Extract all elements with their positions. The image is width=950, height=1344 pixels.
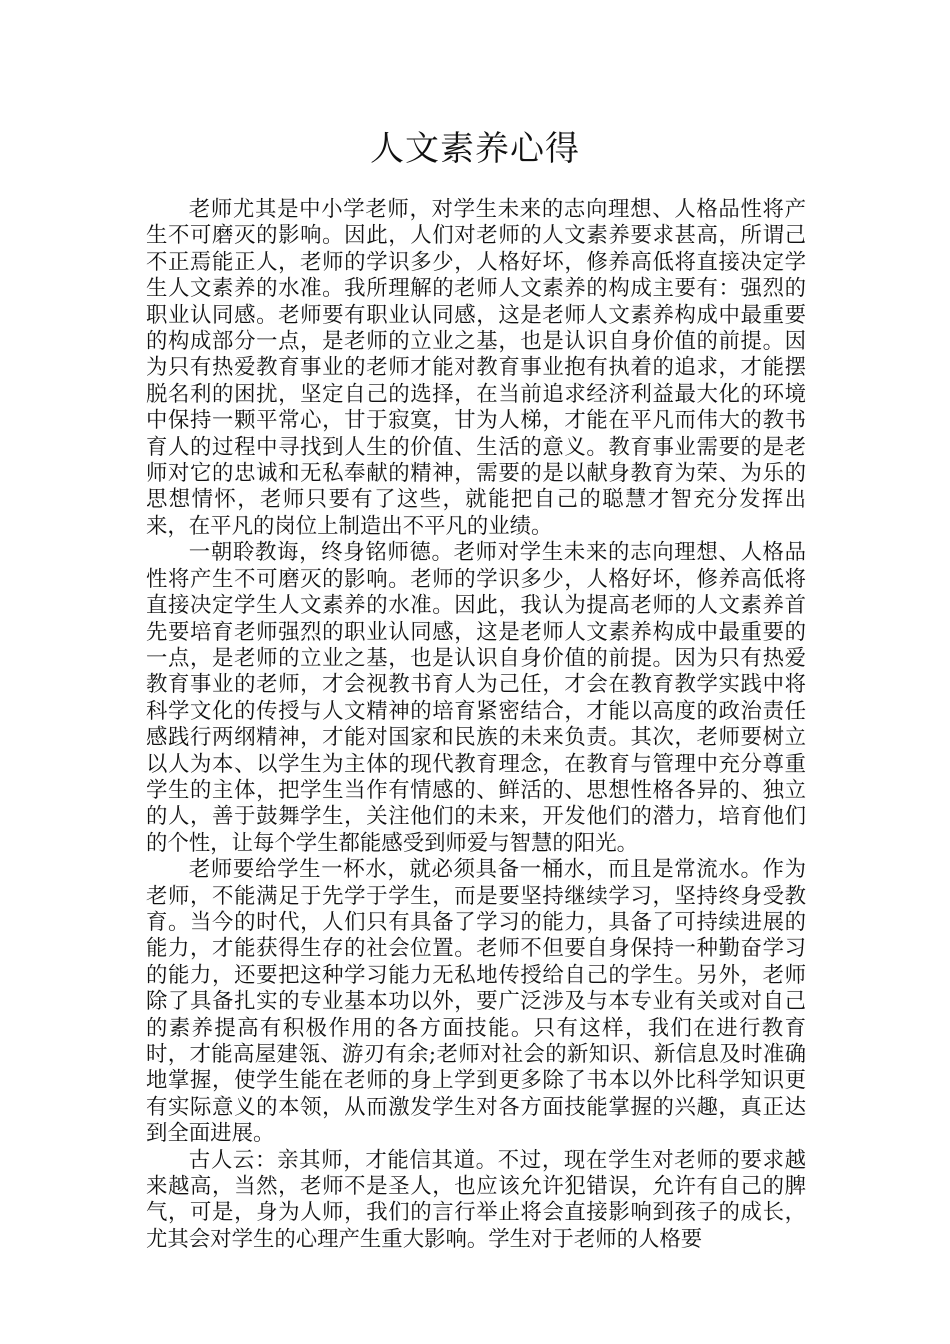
paragraph: 一朝聆教诲，终身铭师德。老师对学生未来的志向理想、人格品性将产生不可磨灭的影响。老师的学识多少，人格好坏，修养高低将直接决定学生人文素养的水准。因此，我认为提高老师的人文素养首先要培育老师强烈的职业认同感，这是老师人文素养构成中最重要的一点，是老师的立业之基，也是认识自身价值的前提。因为只有热爱教育事业的老师，才会视教书育人为己任，才会在教育教学实践中将科学文化的传授与人文精神的培育紧密结合，才能以高度的政治责任感践行两纲精神，才能对国家和民族的未来负责。其次，老师要树立以人为本、以学生为主体的现代教育理念，在教育与管理中充分尊重学生的主体，把学生当作有情感的、鲜活的、思想性格各异的、独立的人，善于鼓舞学生，关注他们的未来，开发他们的潜力，培育他们的个性，让每个学生都能感受到师爱与智慧的阳光。 — [146, 540, 806, 856]
paragraph: 古人云：亲其师，才能信其道。不过，现在学生对老师的要求越来越高，当然，老师不是圣人，也应该允许犯错误，允许有自己的脾气，可是，身为人师，我们的言行举止将会直接影响到孩子的成长，尤其会对学生的心理产生重大影响。学生对于老师的人格要 — [146, 1147, 806, 1252]
document-body — [146, 197, 806, 1253]
document-title: 人文素养心得 — [370, 129, 580, 169]
paragraph: 老师尤其是中小学老师，对学生未来的志向理想、人格品性将产生不可磨灭的影响。因此，人们对老师的人文素养要求甚高，所谓己不正焉能正人，老师的学识多少，人格好坏，修养高低将直接决定学生人文素养的水准。我所理解的老师人文素养的构成主要有：强烈的职业认同感。老师要有职业认同感，这是老师人文素养构成中最重要的构成部分一点，是老师的立业之基，也是认识自身价值的前提。因为只有热爱教育事业的老师才能对教育事业抱有执着的追求，才能摆脱名利的困扰，坚定自己的选择，在当前追求经济利益最大化的环境中保持一颗平常心，甘于寂寞，甘为人梯，才能在平凡而伟大的教书育人的过程中寻找到人生的价值、生活的意义。教育事业需要的是老师对它的忠诚和无私奉献的精神，需要的是以献身教育为荣、为乐的思想情怀，老师只要有了这些，就能把自己的聪慧才智充分发挥出来，在平凡的岗位上制造出不平凡的业绩。 — [146, 197, 806, 539]
paragraph: 老师要给学生一杯水，就必须具备一桶水，而且是常流水。作为老师，不能满足于先学于学生，而是要坚持继续学习，坚持终身受教育。当今的时代，人们只有具备了学习的能力，具备了可持续进展的能力，才能获得生存的社会位置。老师不但要自身保持一种勤奋学习的能力，还要把这种学习能力无私地传授给自己的学生。另外，老师除了具备扎实的专业基本功以外，要广泛涉及与本专业有关或对自己的素养提高有积极作用的各方面技能。只有这样，我们在进行教育时，才能高屋建瓴、游刃有余;老师对社会的新知识、新信息及时准确地掌握，使学生能在老师的身上学到更多除了书本以外比科学知识更有实际意义的本领，从而激发学生对各方面技能掌握的兴趣，真正达到全面进展。 — [146, 857, 806, 1147]
